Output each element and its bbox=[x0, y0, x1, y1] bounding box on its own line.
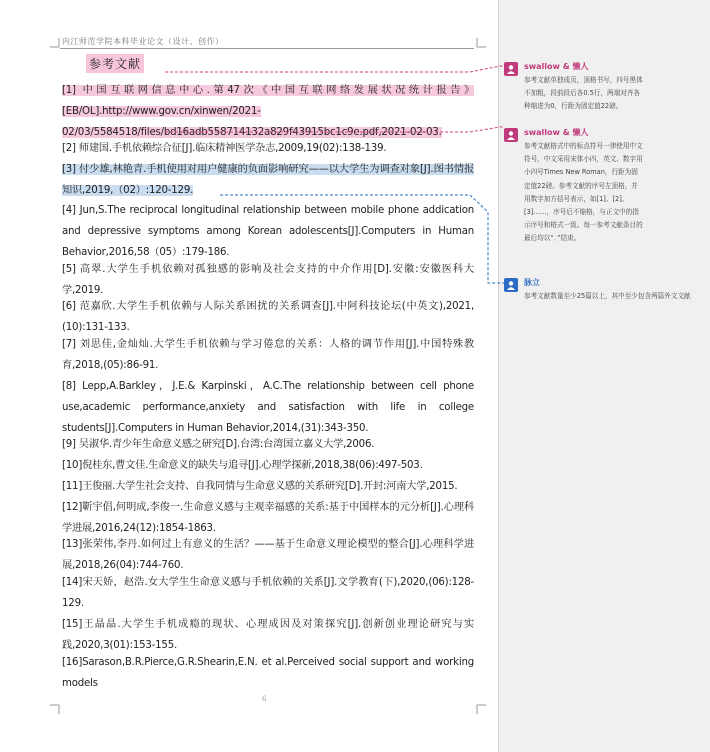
section-title[interactable]: 参考文献 bbox=[86, 54, 144, 73]
reference-item[interactable]: [9] 吴淑华.青少年生命意义感之研究[D].台湾:台湾国立嘉义大学,2006. bbox=[62, 439, 375, 450]
header-rule bbox=[60, 48, 474, 49]
user-avatar-icon bbox=[504, 278, 518, 292]
comment-body: 参考文献数量至少25篇以上，其中至少包含两篇外文文献 bbox=[524, 292, 691, 300]
crop-mark-top-left bbox=[50, 38, 60, 48]
reference-item[interactable]: [16]Sarason,B.R.Pierce,G.R.Shearin,E.N. et al.Perceived social support and working models bbox=[62, 657, 474, 689]
reference-item[interactable]: [12]靳宇倡,何明成,李俊一.生命意义感与主观幸福感的关系:基于中国样本的元分析[J].心理科学进展,2016,24(12):1854-1863. bbox=[62, 502, 474, 534]
running-header: 内江师范学院本科毕业论文（设计、创作） bbox=[62, 37, 224, 46]
reference-item[interactable]: [1] 中国互联网信息中心.第47次《中国互联网络发展状况统计报告》[EB/OL].http://www.gov.cn/xinwen/2021-02/03/5584518/files/bd16adb558714132a829f43915bc1c9e.pdf,2021-02-03. bbox=[62, 85, 474, 138]
reference-item[interactable]: [8] Lepp,A.Barkley，J.E.& Karpinski，A.C.The relationship between cell phone use,academic performance,anxiety and satisfaction with life in college students[J].Computers in Human Behavior,2014,(31):343-350. bbox=[62, 381, 474, 434]
reference-item[interactable]: [5] 高翠.大学生手机依赖对孤独感的影响及社会支持的中介作用[D].安徽:安徽医科大学,2019. bbox=[62, 264, 474, 296]
user-avatar-icon bbox=[504, 128, 518, 142]
user-avatar-icon bbox=[504, 62, 518, 76]
reference-item[interactable]: [10]倪桂东,曹文佳.生命意义的缺失与追寻[J].心理学探新,2018,38(06):497-503. bbox=[62, 460, 423, 471]
comment-body: 参考文献格式中的标点符号一律使用中文符号，中文采用宋体小四，英文、数字用小四号Times New Roman，行距为固定值22磅。参考文献的序号左顶格，并用数字加方括号表示，如[1]、[2]、[3]……，序号后不缩格，与正文中的指示序号和格式一致。每一参考文献条目的最后均以“．”结束。 bbox=[524, 142, 643, 243]
crop-mark-bottom-right bbox=[476, 704, 486, 714]
comment-author: swallow & 懒人 bbox=[524, 62, 589, 71]
reference-item[interactable]: [11]王俊丽.大学生社会支持、自我同情与生命意义感的关系研究[D].开封:河南大学,2015. bbox=[62, 481, 458, 492]
reference-item[interactable]: [15]王晶晶.大学生手机成瘾的现状、心理成因及对策探究[J].创新创业理论研究与实践,2020,3(01):153-155. bbox=[62, 619, 474, 651]
comment-author: swallow & 懒人 bbox=[524, 128, 589, 137]
reference-item[interactable]: [3] 付少雄,林艳青.手机使用对用户健康的负面影响研究——以大学生为调查对象[J].图书情报知识,2019,（02）:120-129. bbox=[62, 164, 474, 196]
comment-author: 脉立 bbox=[524, 278, 540, 287]
reference-item[interactable]: [14]宋天娇，赵浩.女大学生生命意义感与手机依赖的关系[J].文学教育(下),2020,(06):128-129. bbox=[62, 577, 474, 609]
crop-mark-bottom-left bbox=[50, 704, 60, 714]
comment-body: 参考文献单独成页，顶格书写，四号黑体不加粗，段前段后各0.5行，两端对齐各种缩进为0，行距为固定值22磅。 bbox=[524, 76, 643, 111]
reference-item[interactable]: [6] 范嘉欣.大学生手机依赖与人际关系困扰的关系调查[J].中阿科技论坛(中英文),2021,(10):131-133. bbox=[62, 301, 474, 333]
crop-mark-top-right bbox=[476, 38, 486, 48]
page-number: 6 bbox=[262, 695, 267, 703]
reference-item[interactable]: [13]张荣伟,李丹.如何过上有意义的生活？——基于生命意义理论模型的整合[J].心理科学进展,2018,26(04):744-760. bbox=[62, 539, 474, 571]
reference-item[interactable]: [2] 师建国.手机依赖综合征[J].临床精神医学杂志,2009,19(02):138-139. bbox=[62, 143, 387, 154]
reference-item[interactable]: [4] Jun,S.The reciprocal longitudinal relationship between mobile phone addication and depressive symptoms among Korean adolescents[J].Computers in Human Behavior,2016,58（05）:179-186. bbox=[62, 205, 474, 258]
reference-item[interactable]: [7] 刘思佳,金灿灿.大学生手机依赖与学习倦怠的关系：人格的调节作用[J].中国特殊教育,2018,(05):86-91. bbox=[62, 339, 474, 371]
